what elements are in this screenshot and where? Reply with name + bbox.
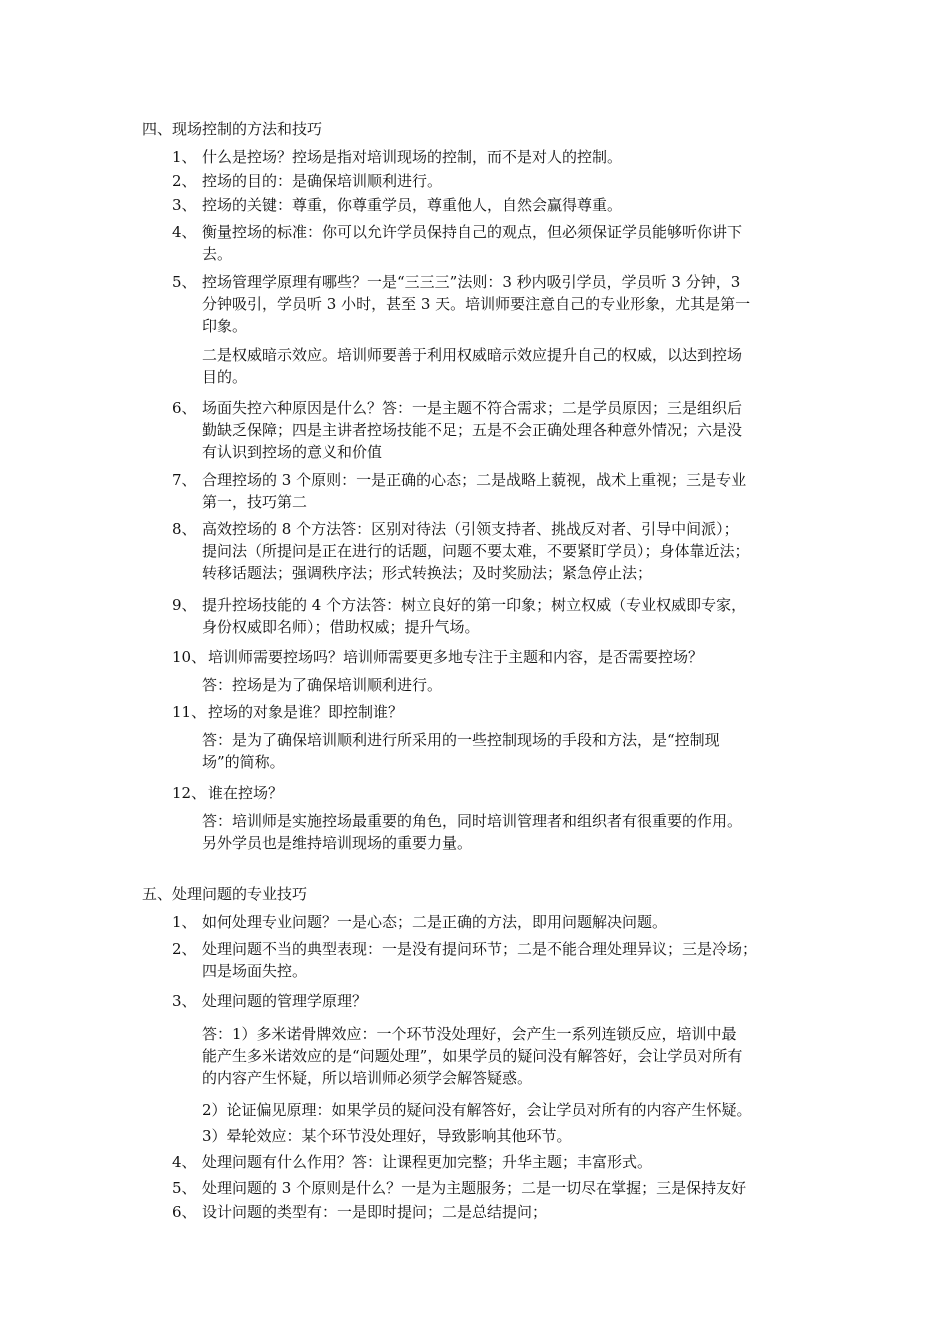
item-text: 高效控场的 8 个方法答：区别对待法（引领支持者、挑战反对者、引导中间派）； 提问法（所提问是正在进行的话题，问题不要太难，不要紧盯学员）；身体靠近法； 转移话题法；强调秩序法；形式转换法；及时奖励法；紧急停止法； — [202, 520, 750, 582]
item-number: 11、 — [172, 703, 207, 721]
item-number: 5、 — [172, 273, 197, 291]
item-number: 1、 — [172, 148, 197, 166]
item-text: 控场的关键：尊重，你尊重学员，尊重他人，自然会赢得尊重。 — [202, 196, 623, 214]
item-number: 3、 — [172, 196, 197, 214]
section-4-item-12-answer: 答：培训师是实施控场最重要的角色，同时培训管理者和组织者有很重要的作用。 另外学员也是维持培训现场的重要力量。 — [202, 812, 743, 852]
item-text: 控场的对象是谁？即控制谁？ — [208, 703, 404, 721]
item-text: 处理问题不当的典型表现：一是没有提问环节；二是不能合理处理异议；三是冷场； 四是场面失控。 — [202, 940, 758, 980]
item-text: 衡量控场的标准：你可以允许学员保持自己的观点，但必须保证学员能够听你讲下 去。 — [202, 223, 743, 263]
section-4-item-10-answer: 答：控场是为了确保培训顺利进行。 — [202, 676, 443, 694]
item-text: 控场管理学原理有哪些？一是“三三三”法则：3 秒内吸引学员，学员听 3 分钟，3 分钟吸引，学员听 3 小时，甚至 3 天。培训师要注意自己的专业形象，尤其是第一 印象。 — [202, 273, 751, 335]
item-number: 10、 — [172, 648, 207, 666]
item-text: 如何处理专业问题？一是心态；二是正确的方法，即用问题解决问题。 — [202, 913, 668, 931]
section-4-item-9 — [172, 594, 822, 638]
section-5-item-1 — [172, 911, 822, 933]
section-4-item-8 — [172, 518, 832, 584]
item-text: 培训师需要控场吗？培训师需要更多地专注于主题和内容，是否需要控场？ — [208, 648, 704, 666]
item-number: 12、 — [172, 784, 207, 802]
section-5-title: 五、处理问题的专业技巧 — [142, 885, 308, 903]
item-number: 4、 — [172, 223, 197, 241]
item-number: 8、 — [172, 520, 197, 538]
section-4-item-10 — [172, 646, 822, 668]
item-text: 合理控场的 3 个原则：一是正确的心态；二是战略上藐视，战术上重视；三是专业 第一，技巧第二 — [202, 471, 747, 511]
section-5-item-3-answer-1: 答：1）多米诺骨牌效应：一个环节没处理好，会产生一系列连锁反应，培训中最 能产生多米诺效应的是“问题处理”，如果学员的疑问没有解答好，会让学员对所有 的内容产生怀疑，所以培训师必须学会解答疑惑。 — [202, 1025, 743, 1087]
section-4-item-1 — [172, 146, 822, 168]
section-5-item-6 — [172, 1201, 822, 1223]
item-number: 2、 — [172, 172, 197, 190]
item-text: 处理问题有什么作用？答：让课程更加完整；升华主题；丰富形式。 — [202, 1153, 653, 1171]
item-text: 处理问题的管理学原理？ — [202, 992, 368, 1010]
item-number: 3、 — [172, 992, 197, 1010]
item-number: 6、 — [172, 399, 197, 417]
section-4-item-4 — [172, 221, 822, 265]
section-4-item-3 — [172, 194, 822, 216]
item-number: 6、 — [172, 1203, 197, 1221]
item-text: 什么是控场？控场是指对培训现场的控制，而不是对人的控制。 — [202, 148, 623, 166]
section-4-item-11-answer: 答：是为了确保培训顺利进行所采用的一些控制现场的手段和方法，是“控制现 场”的简称。 — [202, 731, 720, 771]
item-number: 1、 — [172, 913, 197, 931]
item-number: 2、 — [172, 940, 197, 958]
section-4-item-5-continuation: 二是权威暗示效应。培训师要善于利用权威暗示效应提升自己的权威，以达到控场 目的。 — [202, 346, 743, 386]
item-text: 处理问题的 3 个原则是什么？一是为主题服务；二是一切尽在掌握；三是保持友好 — [202, 1179, 747, 1197]
section-4-item-12 — [172, 782, 822, 804]
section-4-item-7 — [172, 469, 822, 513]
item-number: 5、 — [172, 1179, 197, 1197]
section-5-item-3-answer-3: 3）晕轮效应：某个环节没处理好，导致影响其他环节。 — [202, 1127, 572, 1145]
section-4-item-5 — [172, 271, 822, 337]
item-text: 场面失控六种原因是什么？答：一是主题不符合需求；二是学员原因；三是组织后 勤缺乏保障；四是主讲者控场技能不足；五是不会正确处理各种意外情况；六是没 有认识到控场的意义和价值 — [202, 399, 743, 461]
item-text: 设计问题的类型有：一是即时提问；二是总结提问； — [202, 1203, 548, 1221]
section-4-title: 四、现场控制的方法和技巧 — [142, 120, 323, 138]
item-number: 7、 — [172, 471, 197, 489]
item-text: 控场的目的：是确保培训顺利进行。 — [202, 172, 443, 190]
section-4-item-11 — [172, 701, 822, 723]
section-5-item-3-answer-2: 2）论证偏见原理：如果学员的疑问没有解答好，会让学员对所有的内容产生怀疑。 — [202, 1101, 752, 1119]
section-5-item-5 — [172, 1177, 822, 1199]
section-5-item-2 — [172, 938, 832, 982]
item-text: 提升控场技能的 4 个方法答：树立良好的第一印象；树立权威（专业权威即专家， 身份权威即名师）；借助权威；提升气场。 — [202, 596, 747, 636]
item-number: 4、 — [172, 1153, 197, 1171]
section-4-item-6 — [172, 397, 822, 463]
section-5-item-4 — [172, 1151, 822, 1173]
section-5-item-3 — [172, 990, 822, 1012]
item-text: 谁在控场？ — [208, 784, 284, 802]
item-number: 9、 — [172, 596, 197, 614]
section-4-item-2 — [172, 170, 822, 192]
